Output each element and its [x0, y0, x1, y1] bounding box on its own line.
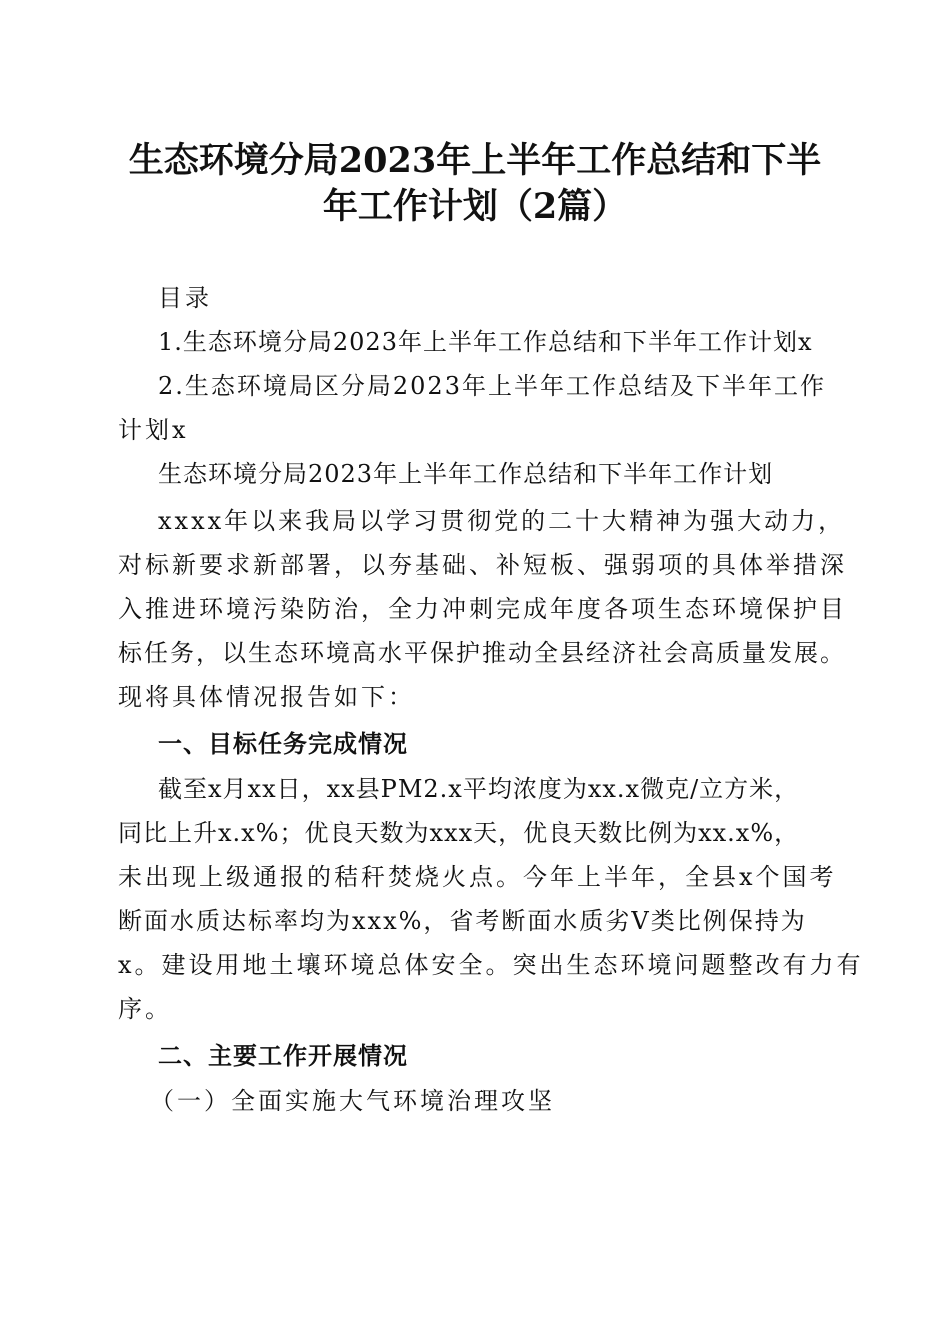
section-heading-1: 一、目标任务完成情况 [158, 730, 408, 758]
body-paragraph-line: 截至x月xx日，xx县PM2.x平均浓度为xx.x微克/立方米， [158, 775, 800, 803]
body-paragraph-line: 序。 [118, 995, 172, 1023]
document-title-line-1: 生态环境分局2023年上半年工作总结和下半 [128, 140, 822, 181]
document-title-line-2: 年工作计划（2篇） [322, 186, 628, 227]
body-paragraph-line: 断面水质达标率均为xxx%，省考断面水质劣Ⅴ类比例保持为 [118, 907, 807, 935]
toc-item-2: 2.生态环境局区分局2023年上半年工作总结及下半年工作 [158, 372, 826, 400]
intro-paragraph-line: xxxx年以来我局以学习贯彻党的二十大精神为强大动力， [158, 507, 846, 535]
section-title: 生态环境分局2023年上半年工作总结和下半年工作计划 [158, 460, 774, 488]
body-paragraph-line: 同比上升x.x%；优良天数为xxx天，优良天数比例为xx.x%， [118, 819, 800, 847]
toc-item-2-continued: 计划x [118, 416, 189, 444]
intro-paragraph-line: 入推进环境污染防治，全力冲刺完成年度各项生态环境保护目 [118, 595, 847, 623]
section-heading-2: 二、主要工作开展情况 [158, 1042, 408, 1070]
subsection-heading-1: （一）全面实施大气环境治理攻坚 [150, 1087, 555, 1115]
toc-item-1: 1.生态环境分局2023年上半年工作总结和下半年工作计划x [158, 328, 813, 356]
body-paragraph-line: x。建设用地土壤环境总体安全。突出生态环境问题整改有力有 [118, 951, 864, 979]
intro-paragraph-line: 现将具体情况报告如下： [118, 683, 415, 711]
toc-heading: 目录 [158, 284, 212, 312]
body-paragraph-line: 未出现上级通报的秸秆焚烧火点。今年上半年，全县x个国考 [118, 863, 837, 891]
intro-paragraph-line: 标任务，以生态环境高水平保护推动全县经济社会高质量发展。 [118, 639, 846, 667]
intro-paragraph-line: 对标新要求新部署，以夯基础、补短板、强弱项的具体举措深 [118, 551, 847, 579]
